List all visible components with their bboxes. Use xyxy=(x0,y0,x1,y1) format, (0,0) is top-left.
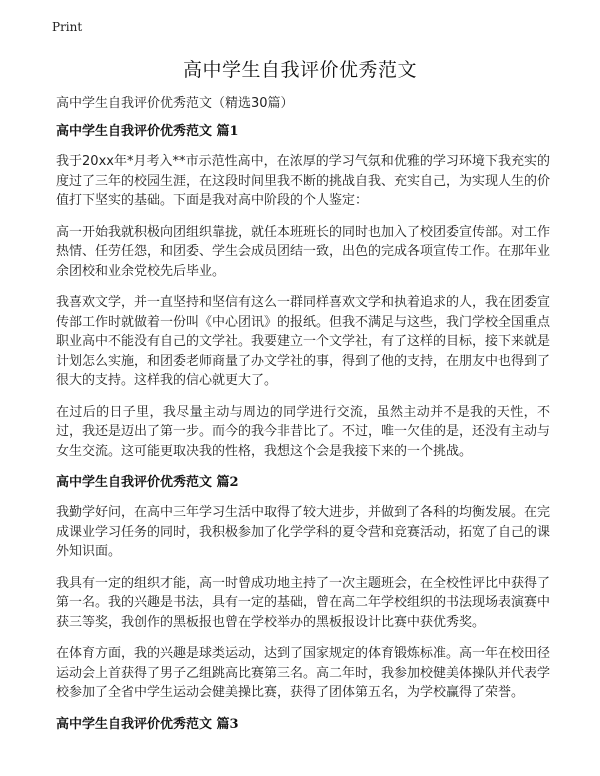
paragraph: 在体育方面，我的兴趣是球类运动，达到了国家规定的体育锻炼标准。高一年在校田径运动会上首获得了男子乙组跳高比赛第三名。高二年时，我参加校健美体操队并代表学校参加了全省中学生运动会健美操比赛，获得了团体第五名，为学校赢得了荣誉。 xyxy=(56,646,551,700)
section-1 xyxy=(56,122,550,461)
paragraph: 高一开始我就积极向团组织靠拢，就任本班班长的同时也加入了校团委宣传部。对工作热情、任劳任怨，和团委、学生会成员团结一致，出色的完成各项宣传工作。在那年业余团校和业余党校先后毕业。 xyxy=(56,224,551,279)
section-3 xyxy=(56,715,550,735)
article-body xyxy=(56,122,550,745)
paragraph: 我勤学好问，在高中三年学习生活中取得了较大进步，并做到了各科的均衡发展。在完成课业学习任务的同时，我积极参加了化学学科的夏令营和竞赛活动，拓宽了自己的课外知识面。 xyxy=(56,505,551,559)
paragraph: 我于20xx年*月考入**市示范性高中，在浓厚的学习气氛和优雅的学习环境下我充实的度过了三年的校园生涯，在这段时间里我不断的挑战自我、充实自己，为实现人生的价值打下坚实的基础。下面是我对高中阶段的个人鉴定： xyxy=(56,154,551,208)
section-heading: 高中学生自我评价优秀范文 篇1 xyxy=(56,124,239,139)
paragraph: 我喜欢文学，并一直坚持和坚信有这么一群同样喜欢文学和执着追求的人，我在团委宣传部工作时就做着一份叫《中心团讯》的报纸。但我不满足与这些，我门学校全国重点职业高中不能没有自己的文学社。我要建立一个文学社，有了这样的目标，接下来就是计划怎么实施，和团委老师商量了办文学社的事，得到了他的支持，在朋友中也得到了很大的支持。这样我的信心就更大了。 xyxy=(56,295,551,388)
paragraph: 我具有一定的组织才能，高一时曾成功地主持了一次主题班会，在全校性评比中获得了第一名。我的兴趣是书法，具有一定的基础，曾在高二年学校组织的书法现场表演赛中获三等奖，我创作的黑板报也曾在学校举办的黑板报设计比赛中获优秀奖。 xyxy=(56,575,551,630)
page-subtitle: 高中学生自我评价优秀范文（精选30篇） xyxy=(56,96,294,111)
section-2 xyxy=(56,473,550,703)
print-link[interactable]: Print xyxy=(52,20,83,34)
section-heading: 高中学生自我评价优秀范文 篇2 xyxy=(56,475,239,490)
section-heading: 高中学生自我评价优秀范文 篇3 xyxy=(56,716,239,732)
paragraph: 在过后的日子里，我尽量主动与周边的同学进行交流，虽然主动并不是我的天性，不过，我还是迈出了第一步。而今的我今非昔比了。不过，唯一欠佳的是，还没有主动与女生交流。这可能更取决我的性格，我想这个会是我接下来的一个挑战。 xyxy=(56,404,551,459)
page-title: 高中学生自我评价优秀范文 xyxy=(182,59,417,81)
